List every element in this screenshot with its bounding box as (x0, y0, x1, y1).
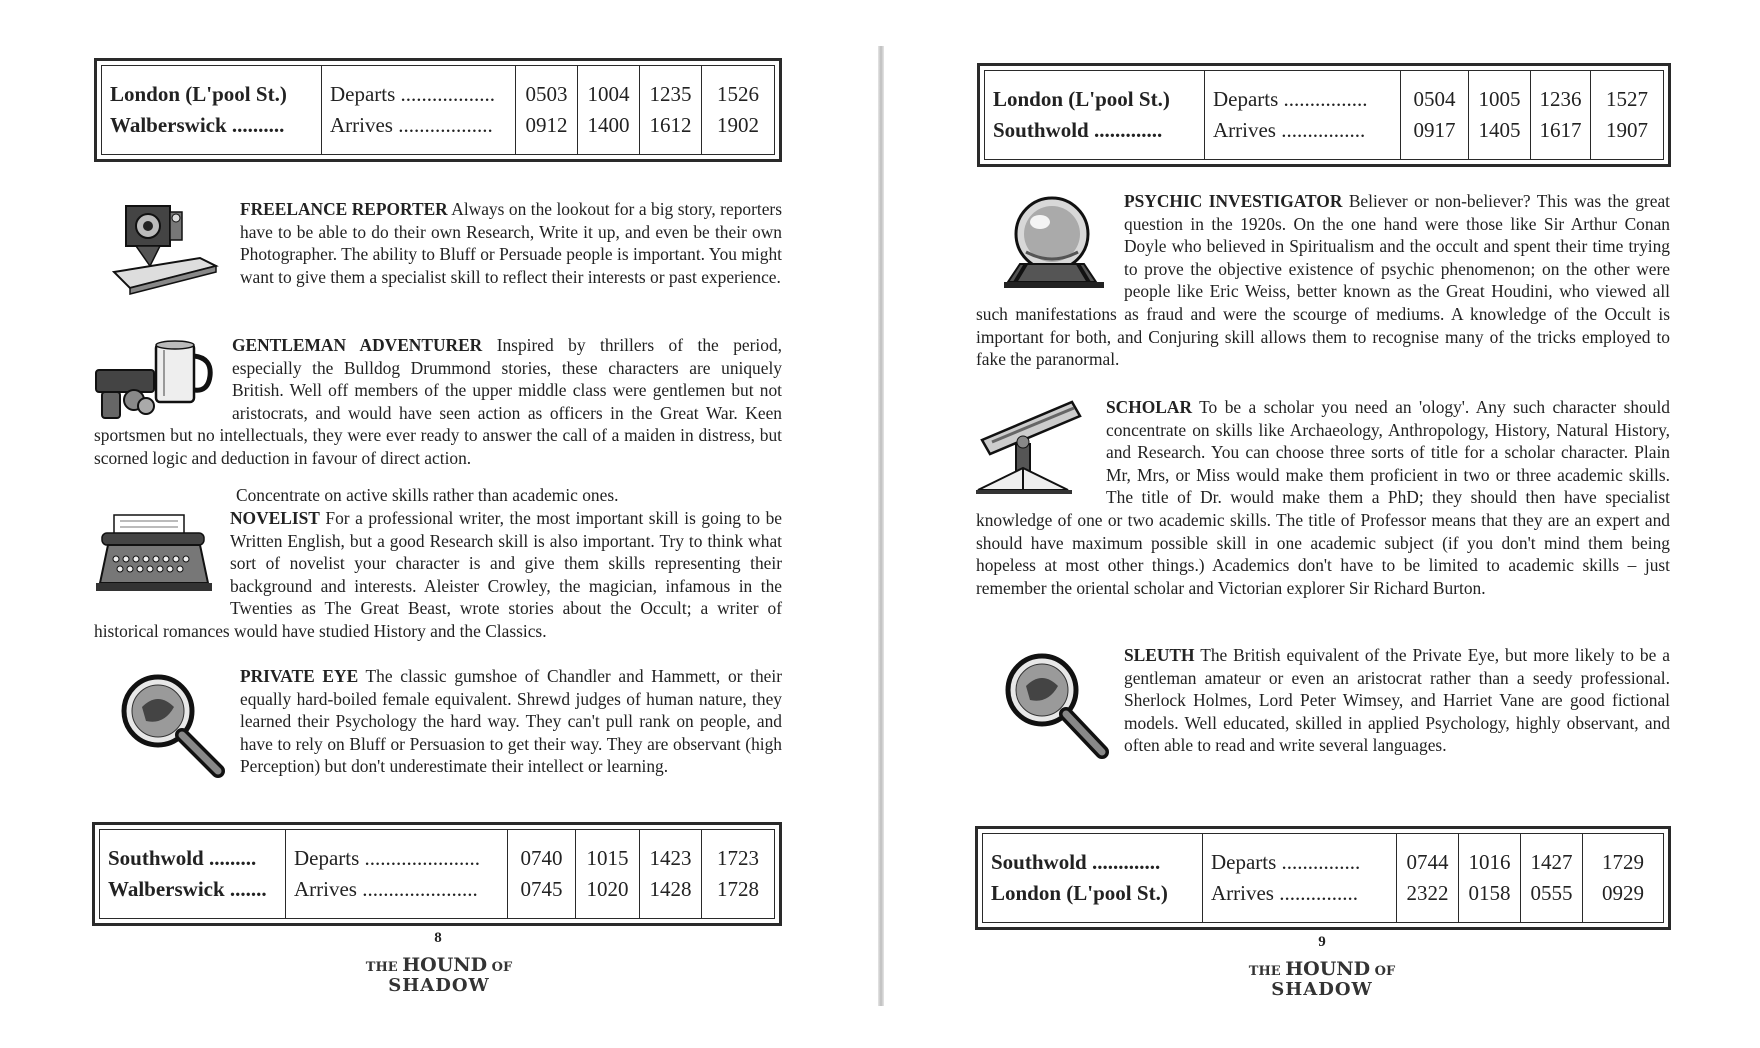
departure-time: 1729 (1602, 850, 1644, 874)
timetable-labels (322, 66, 516, 154)
section-sleuth (996, 644, 1670, 762)
timetable-southwold-walberswick (92, 822, 782, 926)
arrival-time: 1617 (1539, 118, 1582, 142)
arrival-time: 1400 (587, 113, 630, 137)
station-to: Walberswick ....... (108, 877, 267, 901)
timetable-time-column (1397, 834, 1459, 922)
arrival-time: 2322 (1406, 881, 1449, 905)
timetable-stations (985, 71, 1205, 159)
section-psychic-investigator (976, 190, 1670, 371)
arrival-time: 0917 (1413, 118, 1456, 142)
logo-of: OF (1374, 964, 1396, 979)
section-title: PSYCHIC INVESTIGATOR (1124, 191, 1343, 211)
departure-time: 1423 (649, 846, 692, 870)
timetable-time-column (702, 66, 774, 154)
timetable-time-column (640, 830, 702, 918)
page-9 (884, 0, 1760, 1048)
timetable-labels (1205, 71, 1401, 159)
timetable-time-column (1459, 834, 1521, 922)
departure-time: 1016 (1468, 850, 1511, 874)
section-body: Inspired by thrillers of the period, especially the Bulldog Drummond stories, these characters are uniquely British. Well off members of the upper middle class were gentlemen but not aristocrats, and would have seen action as officers in the Great War. Keen sportsmen but no intellectuals, they were ever ready to answer the call of a maiden in distress, but scorned logic and deduction in favour of direct action. (94, 335, 782, 468)
timetable-london-southwold (977, 63, 1671, 167)
arrival-time: 0158 (1468, 881, 1511, 905)
departure-time: 0740 (520, 846, 563, 870)
departure-time: 1527 (1606, 87, 1648, 111)
station-from: Southwold ............. (991, 850, 1161, 874)
timetable-time-column (508, 830, 576, 918)
departure-time: 0504 (1413, 87, 1456, 111)
timetable-time-column (1583, 834, 1663, 922)
arrival-time: 1907 (1606, 118, 1648, 142)
section-body: For a professional writer, the most important skill is going to be Written English, but a good Research skill is also important. Try to think what sort of novelist your character is and give them skills representing their background and interests. Aleister Crowley, the magician, infamous in the Twenties as The Great Beast, wrote stories about the Occult; a writer of historical romances would have studied History and the Classics. (94, 508, 782, 641)
timetable-stations (100, 830, 286, 918)
logo-shadow: SHADOW (1271, 979, 1373, 1000)
arrival-time: 1612 (649, 113, 692, 137)
timetable-stations (102, 66, 322, 154)
departure-time: 1004 (587, 82, 630, 106)
section-freelance-reporter (112, 198, 782, 302)
section-body: Believer or non-believer? This was the great question in the 1920s. On the one hand were those like Sir Arthur Conan Doyle who believed in Spiritualism and the occult and spent their time trying to prove the objective existence of psychic phenomenon; on the other were people like Eric Weiss, better known as the Great Houdini, who viewed all such manifestations as fraud and were the scourge of mediums. A knowledge of the Occult is important for both, and Conjuring skill allows them to recognise many of the tricks employed to fake the paranormal. (976, 191, 1670, 370)
arrival-time: 1428 (649, 877, 692, 901)
logo-shadow: SHADOW (388, 975, 490, 996)
section-body: To be a scholar you need an 'ology'. Any such character should concentrate on skills like Archaeology, Anthropology, History, Natural History, and Research. You can choose three sorts of title for a scholar character. Plain Mr, Mrs, or Miss would make them proficient in two or three academic skills. The title of Dr. would make them a PhD; they should then have specialist knowledge of one or two academic skills. The title of Professor means that they are an expert and should have maximum possible skill in one academic subject (if you don't mind them being hopeless at most other things.) Academics don't have to be limited to academic skills – just remember the oriental scholar and Victorian explorer Sir Richard Burton. (976, 397, 1670, 598)
departure-time: 1015 (586, 846, 629, 870)
logo-the: THE (365, 960, 398, 975)
section-body: Always on the lookout for a big story, reporters have to be able to do their own Research, Write it up, and even be their own Photographer. The ability to Bluff or Persuade people is important. You might want to give them a specialist skill to reflect their interests or past experience. (240, 199, 782, 287)
timetable-time-column (1531, 71, 1591, 159)
station-to: Southwold ............. (993, 118, 1163, 142)
timetable-time-column (1469, 71, 1531, 159)
logo-hound: HOUND (1285, 958, 1371, 980)
crystal-ball-icon (996, 192, 1114, 292)
logo-of: OF (491, 960, 513, 975)
departure-time: 1005 (1478, 87, 1521, 111)
arrival-time: 0555 (1530, 881, 1573, 905)
section-title: GENTLEMAN ADVENTURER (232, 335, 483, 355)
camera-icon (112, 200, 230, 300)
departs-label: Departs .................. (330, 82, 496, 106)
departure-time: 0503 (525, 82, 568, 106)
section-novelist (94, 507, 782, 643)
departure-time: 0744 (1406, 850, 1449, 874)
departure-time: 1526 (717, 82, 759, 106)
timetable-time-column (1591, 71, 1663, 159)
section-title: SLEUTH (1124, 645, 1195, 665)
timetable-southwold-london (975, 826, 1671, 930)
arrival-time: 1405 (1478, 118, 1521, 142)
logo-hound: HOUND (402, 954, 488, 976)
game-logo (364, 956, 514, 995)
timetable-time-column (576, 830, 640, 918)
timetable-stations (983, 834, 1203, 922)
magnifying-glass-icon (996, 646, 1114, 760)
station-to: Walberswick .......... (110, 113, 285, 137)
adventurer-note: Concentrate on active skills rather than academic ones. (236, 485, 619, 505)
timetable-london-walberswick (94, 58, 782, 162)
departure-time: 1236 (1539, 87, 1582, 111)
arrives-label: Arrives ...................... (294, 877, 478, 901)
logo-the: THE (1248, 964, 1281, 979)
telescope-icon (976, 398, 1094, 498)
timetable-time-column (516, 66, 578, 154)
section-title: FREELANCE REPORTER (240, 199, 448, 219)
arrives-label: Arrives ............... (1211, 881, 1358, 905)
section-title: SCHOLAR (1106, 397, 1193, 417)
section-scholar (976, 396, 1670, 599)
timetable-time-column (578, 66, 640, 154)
page-number: 8 (434, 930, 442, 946)
page-8 (0, 0, 878, 1048)
departure-time: 1427 (1530, 850, 1573, 874)
arrives-label: Arrives .................. (330, 113, 493, 137)
section-body: The classic gumshoe of Chandler and Hammett, or their equally hard-boiled female equivalent. Shrewd judges of human nature, they learned their Psychology the hard way. They can't pull rank on people, and have to rely on Bluff or Persuasion to get their way. They are observant (high Perception) but don't underestimate their intellect or learning. (240, 666, 782, 777)
timetable-time-column (1521, 834, 1583, 922)
timetable-time-column (1401, 71, 1469, 159)
arrival-time: 1728 (717, 877, 759, 901)
arrival-time: 0745 (520, 877, 563, 901)
timetable-time-column (702, 830, 774, 918)
departs-label: Departs ...................... (294, 846, 481, 870)
arrival-time: 1902 (717, 113, 759, 137)
timetable-time-column (640, 66, 702, 154)
section-private-eye (112, 665, 782, 781)
departs-label: Departs ............... (1211, 850, 1361, 874)
tankard-and-pistol-icon (94, 336, 220, 422)
arrival-time: 0912 (525, 113, 568, 137)
section-title: PRIVATE EYE (240, 666, 359, 686)
magnifying-glass-icon (112, 667, 230, 779)
arrival-time: 0929 (1602, 881, 1644, 905)
arrives-label: Arrives ................ (1213, 118, 1366, 142)
departure-time: 1723 (717, 846, 759, 870)
timetable-labels (286, 830, 508, 918)
station-from: Southwold ......... (108, 846, 257, 870)
departs-label: Departs ................ (1213, 87, 1368, 111)
station-from: London (L'pool St.) (110, 82, 287, 106)
station-to: London (L'pool St.) (991, 881, 1168, 905)
section-body: The British equivalent of the Private Eye, but more likely to be a gentleman amateur or even an aristocrat rather than a seedy professional. Sherlock Holmes, Lord Peter Wimsey, and Harriet Vane are good fictional models. Well educated, skilled in applied Psychology, highly observant, and often able to read and write several languages. (1124, 645, 1670, 756)
section-gentleman-adventurer (94, 334, 782, 470)
page-number: 9 (1318, 934, 1326, 950)
timetable-labels (1203, 834, 1397, 922)
game-logo (1247, 960, 1397, 999)
section-title: NOVELIST (230, 508, 320, 528)
departure-time: 1235 (649, 82, 692, 106)
typewriter-icon (94, 509, 214, 597)
station-from: London (L'pool St.) (993, 87, 1170, 111)
arrival-time: 1020 (586, 877, 629, 901)
